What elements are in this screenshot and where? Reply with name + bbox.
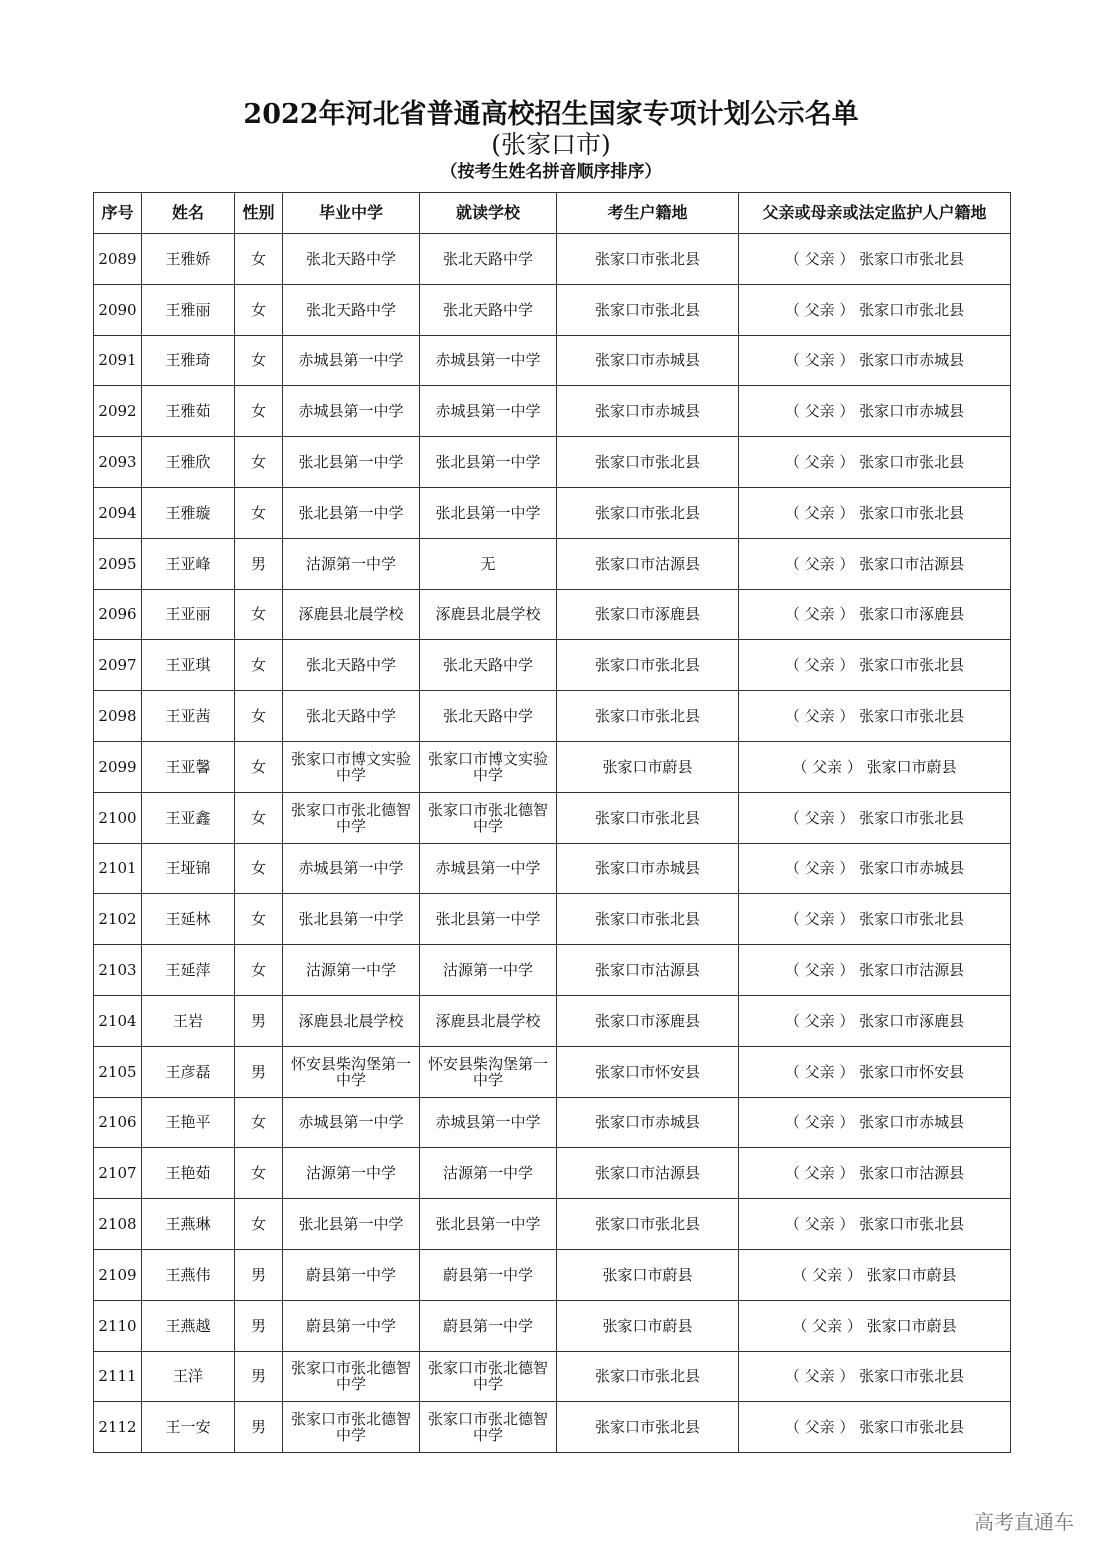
cell-seq: 2110 <box>94 1300 142 1351</box>
cell-parent-hukou: （ 父亲 ） 张家口市张北县 <box>739 691 1011 742</box>
cell-parent-hukou: （ 父亲 ） 张家口市赤城县 <box>739 843 1011 894</box>
table-header-row <box>94 193 1011 234</box>
cell-name: 王亚峰 <box>142 538 235 589</box>
table-row <box>94 640 1011 691</box>
table-row <box>94 234 1011 285</box>
cell-graduated-school: 张北县第一中学 <box>283 487 420 538</box>
table-row <box>94 995 1011 1046</box>
cell-gender: 男 <box>235 538 283 589</box>
cell-graduated-school: 张家口市博文实验中学 <box>283 741 420 792</box>
cell-current-school: 涿鹿县北晨学校 <box>420 589 557 640</box>
cell-student-hukou: 张家口市涿鹿县 <box>557 589 739 640</box>
cell-name: 王延萍 <box>142 945 235 996</box>
cell-graduated-school: 张北县第一中学 <box>283 437 420 488</box>
cell-graduated-school: 张北天路中学 <box>283 691 420 742</box>
table-row <box>94 386 1011 437</box>
roster-table <box>93 192 1011 1453</box>
cell-parent-hukou: （ 父亲 ） 张家口市张北县 <box>739 792 1011 843</box>
cell-graduated-school: 赤城县第一中学 <box>283 335 420 386</box>
cell-current-school: 赤城县第一中学 <box>420 335 557 386</box>
table-row <box>94 1300 1011 1351</box>
cell-graduated-school: 张北天路中学 <box>283 234 420 285</box>
column-header-gender: 性别 <box>235 193 283 234</box>
cell-name: 王雅娇 <box>142 234 235 285</box>
cell-parent-hukou: （ 父亲 ） 张家口市张北县 <box>739 487 1011 538</box>
cell-seq: 2099 <box>94 741 142 792</box>
table-row <box>94 1199 1011 1250</box>
cell-parent-hukou: （ 父亲 ） 张家口市张北县 <box>739 437 1011 488</box>
cell-gender: 男 <box>235 1249 283 1300</box>
cell-parent-hukou: （ 父亲 ） 张家口市蔚县 <box>739 1300 1011 1351</box>
table-row <box>94 741 1011 792</box>
cell-seq: 2109 <box>94 1249 142 1300</box>
cell-name: 王洋 <box>142 1351 235 1402</box>
cell-gender: 女 <box>235 1199 283 1250</box>
cell-graduated-school: 蔚县第一中学 <box>283 1249 420 1300</box>
cell-current-school: 张北天路中学 <box>420 640 557 691</box>
cell-seq: 2112 <box>94 1402 142 1453</box>
cell-parent-hukou: （ 父亲 ） 张家口市赤城县 <box>739 335 1011 386</box>
cell-student-hukou: 张家口市张北县 <box>557 1199 739 1250</box>
cell-seq: 2098 <box>94 691 142 742</box>
cell-current-school: 张北天路中学 <box>420 234 557 285</box>
cell-seq: 2102 <box>94 894 142 945</box>
cell-seq: 2111 <box>94 1351 142 1402</box>
cell-name: 王亚馨 <box>142 741 235 792</box>
table-row <box>94 1046 1011 1097</box>
cell-graduated-school: 沽源第一中学 <box>283 1148 420 1199</box>
cell-student-hukou: 张家口市赤城县 <box>557 386 739 437</box>
cell-student-hukou: 张家口市张北县 <box>557 284 739 335</box>
cell-seq: 2095 <box>94 538 142 589</box>
cell-parent-hukou: （ 父亲 ） 张家口市沽源县 <box>739 538 1011 589</box>
cell-student-hukou: 张家口市赤城县 <box>557 843 739 894</box>
table-row <box>94 1148 1011 1199</box>
cell-student-hukou: 张家口市张北县 <box>557 1351 739 1402</box>
cell-gender: 男 <box>235 1046 283 1097</box>
watermark: 高考直通车 <box>974 1510 1074 1534</box>
cell-parent-hukou: （ 父亲 ） 张家口市赤城县 <box>739 386 1011 437</box>
cell-student-hukou: 张家口市张北县 <box>557 894 739 945</box>
cell-parent-hukou: （ 父亲 ） 张家口市蔚县 <box>739 741 1011 792</box>
cell-student-hukou: 张家口市张北县 <box>557 437 739 488</box>
cell-seq: 2097 <box>94 640 142 691</box>
cell-graduated-school: 沽源第一中学 <box>283 945 420 996</box>
cell-gender: 女 <box>235 640 283 691</box>
table-row <box>94 284 1011 335</box>
cell-current-school: 张北县第一中学 <box>420 894 557 945</box>
cell-gender: 女 <box>235 1148 283 1199</box>
cell-graduated-school: 涿鹿县北晨学校 <box>283 589 420 640</box>
cell-parent-hukou: （ 父亲 ） 张家口市沽源县 <box>739 1148 1011 1199</box>
cell-name: 王彦磊 <box>142 1046 235 1097</box>
cell-current-school: 张北天路中学 <box>420 691 557 742</box>
cell-current-school: 张家口市博文实验中学 <box>420 741 557 792</box>
cell-seq: 2106 <box>94 1097 142 1148</box>
cell-current-school: 张北县第一中学 <box>420 487 557 538</box>
cell-current-school: 赤城县第一中学 <box>420 843 557 894</box>
cell-graduated-school: 张北县第一中学 <box>283 1199 420 1250</box>
table-row <box>94 792 1011 843</box>
table-row <box>94 1249 1011 1300</box>
cell-seq: 2108 <box>94 1199 142 1250</box>
cell-graduated-school: 赤城县第一中学 <box>283 843 420 894</box>
cell-gender: 女 <box>235 284 283 335</box>
cell-student-hukou: 张家口市沽源县 <box>557 538 739 589</box>
cell-current-school: 赤城县第一中学 <box>420 1097 557 1148</box>
cell-graduated-school: 沽源第一中学 <box>283 538 420 589</box>
cell-student-hukou: 张家口市涿鹿县 <box>557 995 739 1046</box>
cell-name: 王垭锦 <box>142 843 235 894</box>
cell-student-hukou: 张家口市张北县 <box>557 792 739 843</box>
cell-name: 王燕伟 <box>142 1249 235 1300</box>
table-row <box>94 335 1011 386</box>
cell-parent-hukou: （ 父亲 ） 张家口市张北县 <box>739 1351 1011 1402</box>
table-row <box>94 945 1011 996</box>
cell-name: 王燕琳 <box>142 1199 235 1250</box>
table-row <box>94 691 1011 742</box>
cell-parent-hukou: （ 父亲 ） 张家口市蔚县 <box>739 1249 1011 1300</box>
cell-gender: 女 <box>235 894 283 945</box>
cell-gender: 女 <box>235 234 283 285</box>
column-header-name: 姓名 <box>142 193 235 234</box>
table-row <box>94 843 1011 894</box>
cell-seq: 2092 <box>94 386 142 437</box>
cell-parent-hukou: （ 父亲 ） 张家口市涿鹿县 <box>739 995 1011 1046</box>
cell-student-hukou: 张家口市张北县 <box>557 640 739 691</box>
cell-seq: 2101 <box>94 843 142 894</box>
cell-gender: 女 <box>235 1097 283 1148</box>
cell-name: 王燕越 <box>142 1300 235 1351</box>
cell-name: 王岩 <box>142 995 235 1046</box>
cell-seq: 2107 <box>94 1148 142 1199</box>
table-row <box>94 437 1011 488</box>
cell-parent-hukou: （ 父亲 ） 张家口市张北县 <box>739 234 1011 285</box>
cell-seq: 2091 <box>94 335 142 386</box>
cell-graduated-school: 张北天路中学 <box>283 284 420 335</box>
cell-gender: 男 <box>235 1402 283 1453</box>
cell-parent-hukou: （ 父亲 ） 张家口市张北县 <box>739 1402 1011 1453</box>
cell-student-hukou: 张家口市蔚县 <box>557 1249 739 1300</box>
cell-graduated-school: 张北县第一中学 <box>283 894 420 945</box>
cell-graduated-school: 怀安县柴沟堡第一中学 <box>283 1046 420 1097</box>
cell-parent-hukou: （ 父亲 ） 张家口市沽源县 <box>739 945 1011 996</box>
cell-seq: 2090 <box>94 284 142 335</box>
cell-gender: 女 <box>235 741 283 792</box>
cell-student-hukou: 张家口市赤城县 <box>557 1097 739 1148</box>
cell-gender: 女 <box>235 589 283 640</box>
cell-name: 王艳平 <box>142 1097 235 1148</box>
cell-name: 王雅琦 <box>142 335 235 386</box>
cell-current-school: 沽源第一中学 <box>420 1148 557 1199</box>
cell-student-hukou: 张家口市蔚县 <box>557 1300 739 1351</box>
cell-parent-hukou: （ 父亲 ） 张家口市张北县 <box>739 894 1011 945</box>
cell-name: 王亚琪 <box>142 640 235 691</box>
cell-name: 王亚丽 <box>142 589 235 640</box>
cell-current-school: 沽源第一中学 <box>420 945 557 996</box>
cell-gender: 女 <box>235 691 283 742</box>
cell-name: 王一安 <box>142 1402 235 1453</box>
cell-gender: 女 <box>235 945 283 996</box>
table-row <box>94 538 1011 589</box>
cell-seq: 2089 <box>94 234 142 285</box>
cell-student-hukou: 张家口市赤城县 <box>557 335 739 386</box>
cell-student-hukou: 张家口市张北县 <box>557 487 739 538</box>
table-row <box>94 487 1011 538</box>
cell-seq: 2103 <box>94 945 142 996</box>
cell-graduated-school: 张家口市张北德智中学 <box>283 1351 420 1402</box>
cell-parent-hukou: （ 父亲 ） 张家口市赤城县 <box>739 1097 1011 1148</box>
cell-current-school: 张北县第一中学 <box>420 1199 557 1250</box>
cell-name: 王雅茹 <box>142 386 235 437</box>
cell-seq: 2104 <box>94 995 142 1046</box>
cell-parent-hukou: （ 父亲 ） 张家口市张北县 <box>739 640 1011 691</box>
column-header-current-school: 就读学校 <box>420 193 557 234</box>
cell-graduated-school: 张家口市张北德智中学 <box>283 1402 420 1453</box>
cell-current-school: 张家口市张北德智中学 <box>420 1402 557 1453</box>
table-row <box>94 1402 1011 1453</box>
cell-gender: 女 <box>235 335 283 386</box>
cell-gender: 女 <box>235 437 283 488</box>
cell-student-hukou: 张家口市蔚县 <box>557 741 739 792</box>
cell-seq: 2100 <box>94 792 142 843</box>
cell-current-school: 涿鹿县北晨学校 <box>420 995 557 1046</box>
cell-seq: 2105 <box>94 1046 142 1097</box>
cell-graduated-school: 蔚县第一中学 <box>283 1300 420 1351</box>
cell-name: 王亚茜 <box>142 691 235 742</box>
cell-graduated-school: 赤城县第一中学 <box>283 386 420 437</box>
cell-current-school: 蔚县第一中学 <box>420 1249 557 1300</box>
cell-current-school: 蔚县第一中学 <box>420 1300 557 1351</box>
table-row <box>94 589 1011 640</box>
cell-seq: 2096 <box>94 589 142 640</box>
cell-name: 王雅丽 <box>142 284 235 335</box>
cell-seq: 2094 <box>94 487 142 538</box>
cell-parent-hukou: （ 父亲 ） 张家口市怀安县 <box>739 1046 1011 1097</box>
cell-student-hukou: 张家口市怀安县 <box>557 1046 739 1097</box>
cell-name: 王艳茹 <box>142 1148 235 1199</box>
cell-graduated-school: 张家口市张北德智中学 <box>283 792 420 843</box>
cell-name: 王雅欣 <box>142 437 235 488</box>
column-header-graduated-school: 毕业中学 <box>283 193 420 234</box>
cell-current-school: 无 <box>420 538 557 589</box>
document-title: 2022年河北省普通高校招生国家专项计划公示名单 <box>243 99 859 130</box>
cell-gender: 男 <box>235 1300 283 1351</box>
cell-gender: 男 <box>235 995 283 1046</box>
cell-current-school: 张家口市张北德智中学 <box>420 1351 557 1402</box>
cell-gender: 女 <box>235 792 283 843</box>
cell-current-school: 张北天路中学 <box>420 284 557 335</box>
cell-parent-hukou: （ 父亲 ） 张家口市张北县 <box>739 1199 1011 1250</box>
cell-graduated-school: 涿鹿县北晨学校 <box>283 995 420 1046</box>
cell-name: 王延林 <box>142 894 235 945</box>
cell-graduated-school: 赤城县第一中学 <box>283 1097 420 1148</box>
cell-gender: 女 <box>235 843 283 894</box>
sort-note: （按考生姓名拼音顺序排序） <box>440 162 662 182</box>
cell-student-hukou: 张家口市张北县 <box>557 691 739 742</box>
table-row <box>94 1351 1011 1402</box>
cell-current-school: 张北县第一中学 <box>420 437 557 488</box>
cell-gender: 女 <box>235 386 283 437</box>
cell-current-school: 赤城县第一中学 <box>420 386 557 437</box>
cell-student-hukou: 张家口市沽源县 <box>557 945 739 996</box>
cell-name: 王亚鑫 <box>142 792 235 843</box>
column-header-student-hukou: 考生户籍地 <box>557 193 739 234</box>
column-header-parent-hukou: 父亲或母亲或法定监护人户籍地 <box>739 193 1011 234</box>
column-header-seq: 序号 <box>94 193 142 234</box>
table-row <box>94 894 1011 945</box>
cell-seq: 2093 <box>94 437 142 488</box>
cell-parent-hukou: （ 父亲 ） 张家口市涿鹿县 <box>739 589 1011 640</box>
cell-student-hukou: 张家口市沽源县 <box>557 1148 739 1199</box>
cell-current-school: 怀安县柴沟堡第一中学 <box>420 1046 557 1097</box>
cell-current-school: 张家口市张北德智中学 <box>420 792 557 843</box>
cell-name: 王雅璇 <box>142 487 235 538</box>
cell-student-hukou: 张家口市张北县 <box>557 1402 739 1453</box>
cell-parent-hukou: （ 父亲 ） 张家口市张北县 <box>739 284 1011 335</box>
cell-student-hukou: 张家口市张北县 <box>557 234 739 285</box>
document-subtitle: (张家口市) <box>491 130 611 159</box>
cell-gender: 男 <box>235 1351 283 1402</box>
cell-gender: 女 <box>235 487 283 538</box>
table-row <box>94 1097 1011 1148</box>
cell-graduated-school: 张北天路中学 <box>283 640 420 691</box>
